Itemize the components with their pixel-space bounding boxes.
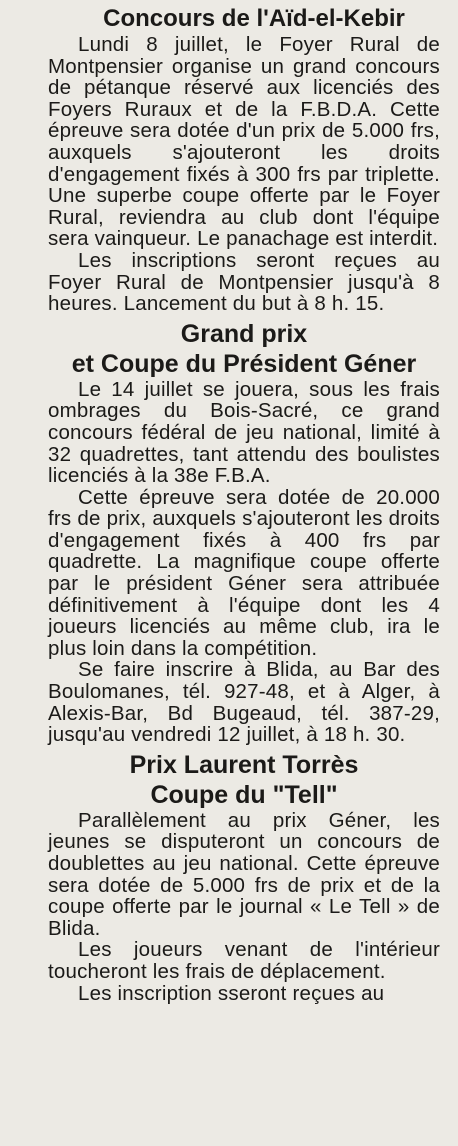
article-grand-prix bbox=[48, 319, 440, 746]
article-paragraph: Le 14 juillet se jouera, sous les frais ombrages du Bois-Sacré, ce grand concours fédéral de jeu national, limité à 32 quadrettes, tant attendu des boulistes licenciés à la 38e F.B.A. bbox=[48, 377, 440, 488]
title-line: et Coupe du Président Géner bbox=[71, 349, 417, 378]
article-paragraph: Cette épreuve sera dotée de 20.000 frs de prix, auxquels s'ajouteront les droits d'engagement fixés à 400 frs par quadrette. La magnifique coupe offerte par le président Géner sera attribuée définitivement à l'équipe dont les 4 joueurs licenciés au même club, ira le plus loin dans la compétition. bbox=[48, 485, 440, 660]
article-paragraph: Les inscription sseront reçues au bbox=[78, 982, 385, 1005]
article-title bbox=[48, 319, 440, 379]
article-paragraph: Parallèlement au prix Géner, les jeunes se disputeront un concours de doublettes au jeu national. Cette épreuve sera dotée de 5.000 frs de prix et de la coupe offerte par le journal « Le Tell » de Blida. bbox=[48, 808, 440, 940]
article-title: Concours de l'Aïd-el-Kebir bbox=[103, 5, 405, 32]
article-prix-laurent-torres bbox=[48, 750, 440, 1041]
title-line: Grand prix bbox=[180, 319, 308, 348]
article-paragraph: Lundi 8 juillet, le Foyer Rural de Montpensier organise un grand concours de pétanque réservé aux licenciés des Foyers Ruraux et de la F.B.D.A. Cette épreuve sera dotée d'un prix de 5.000 frs, auxquels s'ajouteront les droits d'engagement fixés à 300 frs par triplette. Une superbe coupe offerte par le Foyer Rural, reviendra au club dont l'équipe sera vainqueur. Le panachage est interdit. bbox=[48, 33, 440, 251]
article-paragraph: Les inscriptions seront reçues au Foyer Rural de Montpensier jusqu'à 8 heures. Lancement du but à 8 h. 15. bbox=[48, 248, 440, 316]
title-line: Coupe du "Tell" bbox=[150, 780, 338, 809]
title-line: Prix Laurent Torrès bbox=[129, 750, 359, 779]
article-aid-el-kebir bbox=[48, 4, 440, 315]
article-paragraph: Se faire inscrire à Blida, au Bar des Boulomanes, tél. 927-48, et à Alger, à Alexis-Bar, Bd Bugeaud, tél. 387-29, jusqu'au vendredi 12 juillet, à 18 h. 30. bbox=[48, 658, 440, 747]
article-paragraph: Les joueurs venant de l'intérieur toucheront les frais de déplacement. bbox=[48, 938, 440, 983]
article-title bbox=[48, 750, 440, 810]
